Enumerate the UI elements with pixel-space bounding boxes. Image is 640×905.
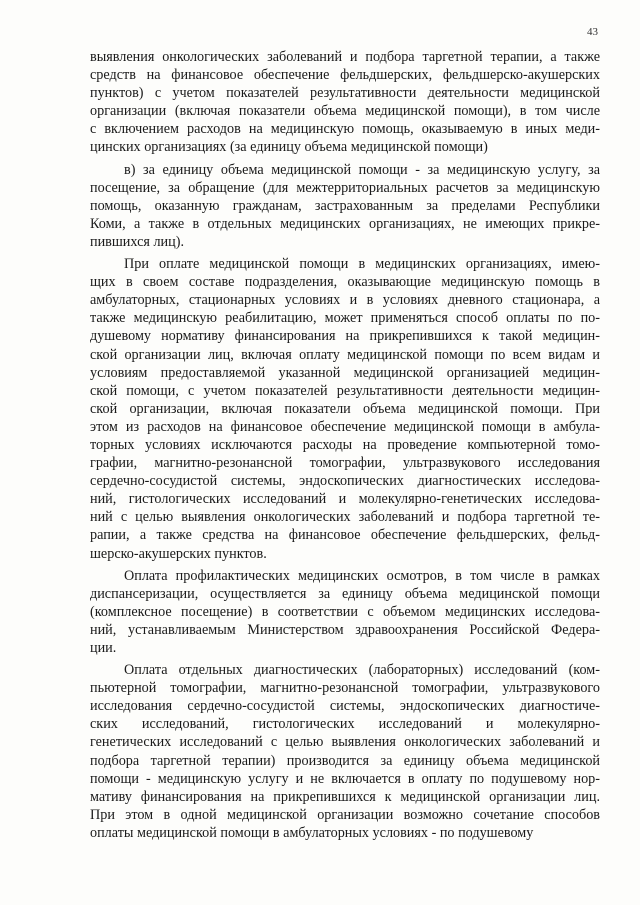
text-line: средств на финансовое обеспечение фельдшерских, фельдшерско-акушерских — [90, 67, 600, 84]
text-line: сердечно-сосудистой системы, эндоскопических диагностических исследова- — [90, 473, 600, 490]
text-line: Оплата профилактических медицинских осмотров, в том числе в рамках — [124, 567, 600, 584]
text-line: в) за единицу объема медицинской помощи - за медицинскую услугу, за — [124, 161, 600, 178]
text-line: щих в своем составе подразделения, оказывающие медицинскую помощь в — [90, 274, 600, 291]
text-line: ний с целью выявления онкологических заболеваний и подбора таргетной те- — [90, 509, 600, 526]
paragraph — [90, 48, 600, 157]
text-line: пившихся лиц). — [90, 233, 184, 250]
text-line: ции. — [90, 640, 117, 656]
text-line: ний, устанавливаемым Министерством здравоохранения Российской Федера- — [90, 621, 600, 638]
text-line: ний, гистологических исследований и молекулярно-генетических исследова- — [90, 491, 600, 508]
text-line: При оплате медицинской помощи в медицинских организациях, имею- — [124, 256, 600, 273]
page-number: 43 — [587, 26, 598, 38]
text-line: выявления онкологических заболеваний и подбора таргетной терапии, а также — [90, 49, 600, 65]
text-line: оплаты медицинской помощи в амбулаторных условиях - по подушевому — [90, 824, 534, 841]
text-line: посещение, за обращение (для межтерриториальных расчетов за медицинскую — [90, 179, 600, 196]
text-line: условиям предоставляемой указанной медицинской организацией медицин- — [90, 364, 600, 381]
text-line: этом из расходов на финансовое обеспечение медицинской помощи в амбула- — [90, 418, 600, 435]
paragraph — [90, 567, 600, 657]
text-line: помощь, оказанную гражданам, застрахованным за пределами Республики — [90, 197, 600, 214]
text-line: генетических исследований с целью выявления онкологических заболеваний и — [90, 734, 600, 751]
text-line: диспансеризации, осуществляется за единицу объема медицинской помощи — [90, 585, 600, 602]
text-line: ских исследований, гистологических исследований и молекулярно- — [90, 716, 600, 733]
text-line: рапии, а также средства на финансовое обеспечение фельдшерских, фельд- — [90, 527, 600, 544]
text-line: цинских организациях (за единицу объема медицинской помощи) — [90, 139, 488, 156]
text-line: ской организации, включая показатели объема медицинской помощи. При — [90, 400, 600, 417]
text-line: торных условиях исключаются расходы на проведение компьютерной томо- — [90, 436, 600, 453]
text-line: пунктов) с учетом показателей результативности деятельности медицинской — [90, 85, 600, 102]
text-line: ской помощи, с учетом показателей результативности деятельности медицин- — [90, 382, 600, 399]
paragraph — [90, 161, 600, 251]
document-body — [90, 48, 600, 842]
text-line: также медицинскую реабилитацию, может применяться способ оплаты по по- — [90, 310, 600, 327]
text-line: Коми, а также в отдельных медицинских организациях, не имеющих прикре- — [90, 215, 600, 232]
text-line: При этом в одной медицинской организации возможно сочетание способов — [90, 806, 600, 823]
text-line: душевому нормативу финансирования на прикрепившихся к такой медицин- — [90, 328, 600, 345]
text-line: мативу финансирования на прикрепившихся к медицинской организации лиц. — [90, 788, 600, 805]
text-line: Оплата отдельных диагностических (лабораторных) исследований (ком- — [124, 662, 600, 679]
paragraph — [90, 661, 600, 842]
text-line: амбулаторных, стационарных условиях и в условиях дневного стационара, а — [90, 292, 600, 309]
text-line: пьютерной томографии, магнитно-резонансной томографии, ультразвукового — [90, 680, 600, 697]
text-line: ской организации лиц, включая оплату медицинской помощи по всем видам и — [90, 346, 600, 363]
text-line: (комплексное посещение) в соответствии с объемом медицинских исследова- — [90, 603, 600, 620]
text-line: графии, магнитно-резонансной томографии, ультразвукового исследования — [90, 455, 600, 472]
text-line: шерско-акушерских пунктов. — [90, 545, 267, 562]
paragraph — [90, 255, 600, 563]
text-line: с включением расходов на медицинскую помощь, оказываемую в иных меди- — [90, 121, 600, 138]
text-line: исследования сердечно-сосудистой системы, эндоскопических диагностиче- — [90, 698, 600, 715]
text-line: подбора таргетной терапии) производится за единицу объема медицинской — [90, 752, 600, 769]
text-line: помощи - медицинскую услугу и не включается в оплату по подушевому нор- — [90, 770, 600, 787]
text-line: организации (включая показатели объема медицинской помощи), в том числе — [90, 103, 600, 120]
